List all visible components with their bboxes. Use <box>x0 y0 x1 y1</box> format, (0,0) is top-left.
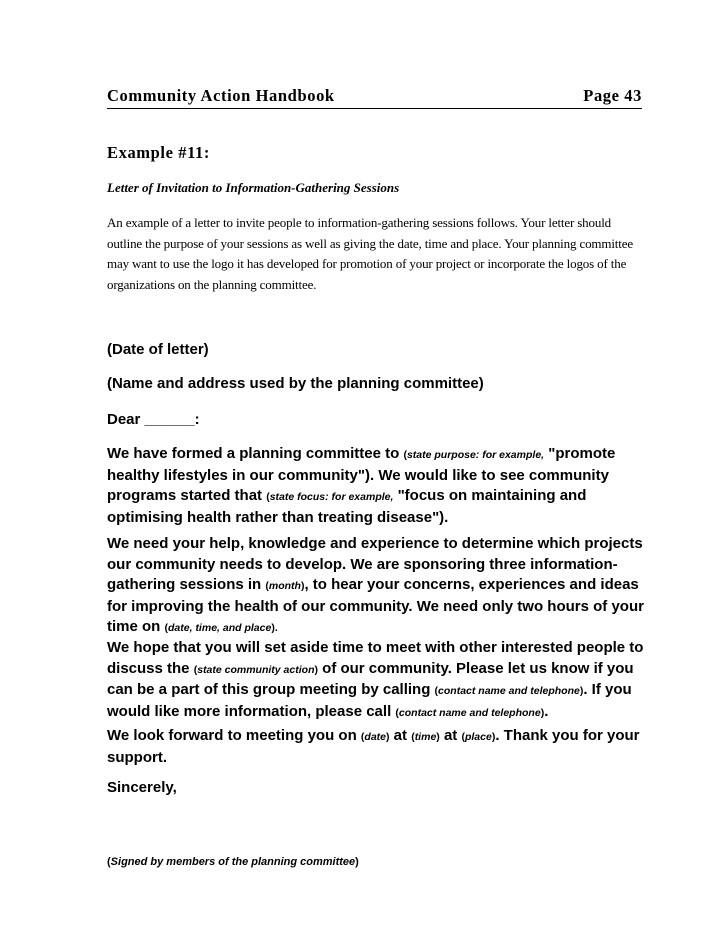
p4-note-2: time <box>414 731 437 743</box>
p3-note-3: contact name and telephone <box>398 706 541 719</box>
letter-date: (Date of letter) <box>107 341 209 358</box>
p4-note-1: date <box>364 731 386 743</box>
example-heading: Example #11: <box>107 143 210 162</box>
p2-text-b: , to hear your concerns, experiences and ideas for improving the health of our community. We need only two hours of your time on <box>107 576 644 635</box>
p1-note-1: state purpose: for example, <box>406 449 545 461</box>
p3-note-1: state community action <box>197 663 315 676</box>
page-header <box>107 84 642 109</box>
p2-note-2: date, time, and place <box>168 622 272 634</box>
p3-text-a: We hope that you will set aside time to meet with other interested people to discuss the <box>107 639 644 677</box>
intro-paragraph: An example of a letter to invite people to information-gathering sessions follows. Your letter should outline the purpose of your sessions as well as giving the date, time and place. Your planning committee may want to use the logo it has developed for promotion of your project or incorporate the logos of the organizations on the planning committee. <box>107 215 633 293</box>
p4-text-c: at <box>439 727 462 744</box>
page-number: Page 43 <box>583 86 642 105</box>
p1-text-c: "focus on maintaining and optimising health rather than treating disease"). <box>107 487 587 526</box>
p2-text-c: . <box>274 622 278 634</box>
p3-text-d: . <box>544 702 549 720</box>
p3-text-b: of our community. Please let us know if you can be a part of this group meeting by calling <box>107 659 634 698</box>
p3-text-c: . If you would like more information, please call <box>107 681 632 720</box>
letter-paragraph-3: We hope that you will set aside time to meet with other interested people to discuss the (state community action) of our community. Please let us know if you can be a part of this group meeting by calling (contact name and telephone). If you would like more information, please call (contact name and telephone). <box>107 639 644 720</box>
p3-note-2: contact name and telephone <box>438 685 580 697</box>
letter-paragraph-2: We need your help, knowledge and experience to determine which projects our community needs to develop. We are sponsoring three information-gathering sessions in (month), to hear your concerns, experiences and ideas for improving the health of our community. We need only two hours of your time on (date, time, and place). <box>107 535 644 635</box>
p4-text-b: at <box>389 727 412 744</box>
handbook-title: Community Action Handbook <box>107 86 335 105</box>
letter-salutation: Dear ______: <box>107 411 200 428</box>
signature-note-text: Signed by members of the planning committee <box>110 856 356 868</box>
example-subtitle: Letter of Invitation to Information-Gathering Sessions <box>107 180 400 195</box>
letter-closing: Sincerely, <box>107 779 177 796</box>
letter-paragraph-4: We look forward to meeting you on (date) at (time) at (place). Thank you for your support. <box>107 727 640 766</box>
p4-text-d: . Thank you for your support. <box>107 727 640 766</box>
p4-note-3: place <box>464 731 492 743</box>
p2-note-1: month <box>268 580 301 592</box>
p4-text-a: We look forward to meeting you on <box>107 727 361 744</box>
p1-note-2: state focus: for example, <box>269 491 394 503</box>
p2-text-a: We need your help, knowledge and experience to determine which projects our community needs to develop. We are sponsoring three information-gathering sessions in <box>107 535 643 593</box>
p1-text-a: We have formed a planning committee to <box>107 445 404 462</box>
letter-address: (Name and address used by the planning committee) <box>107 375 484 392</box>
letter-signature-note: (Signed by members of the planning committee) <box>107 856 359 868</box>
letter-paragraph-1: We have formed a planning committee to (state purpose: for example, "promote healthy lifestyles in our community"). We would like to see community programs started that (state focus: for example, "focus on maintaining and optimising health rather than treating disease"). <box>107 445 616 526</box>
p1-text-b: "promote healthy lifestyles in our community"). We would like to see community programs started that <box>107 445 616 504</box>
